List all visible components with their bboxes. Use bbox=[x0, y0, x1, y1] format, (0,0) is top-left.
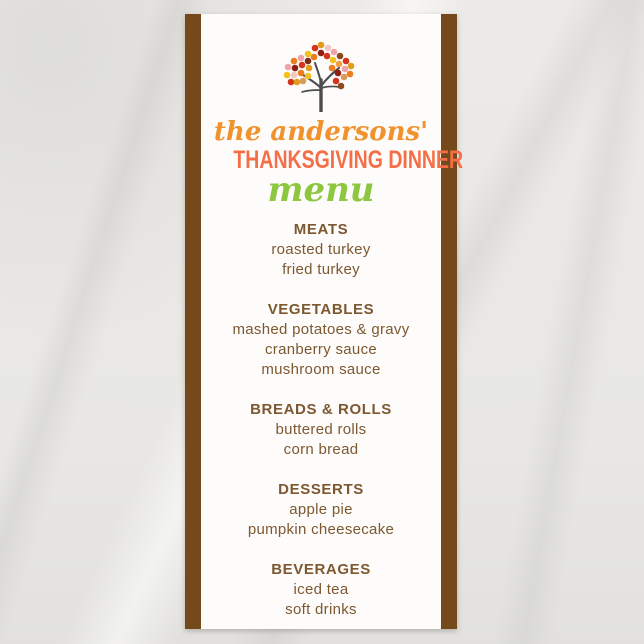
menu-item: buttered rolls bbox=[275, 421, 367, 438]
menu-item: roasted turkey bbox=[271, 241, 371, 258]
menu-subtitle: menu bbox=[267, 170, 375, 210]
autumn-tree-icon bbox=[275, 40, 367, 112]
menu-item: fried turkey bbox=[282, 261, 360, 278]
menu-item: mushroom sauce bbox=[261, 361, 381, 378]
menu-body bbox=[201, 220, 441, 620]
menu-item: corn bread bbox=[283, 441, 359, 458]
menu-section-breads bbox=[201, 400, 441, 460]
family-name-title: the andersons' bbox=[213, 117, 429, 147]
menu-section-desserts bbox=[201, 480, 441, 540]
section-header: BREADS & ROLLS bbox=[250, 401, 392, 418]
menu-section-beverages bbox=[201, 560, 441, 620]
section-header: DESSERTS bbox=[278, 481, 364, 498]
main-title: THANKSGIVING DINNER bbox=[233, 146, 464, 174]
section-header: VEGETABLES bbox=[267, 301, 375, 318]
thanksgiving-menu-card bbox=[185, 14, 464, 629]
menu-section-vegetables bbox=[201, 300, 441, 380]
menu-item: cranberry sauce bbox=[264, 341, 378, 358]
section-header: MEATS bbox=[293, 221, 349, 238]
menu-item: apple pie bbox=[289, 501, 353, 518]
menu-item: iced tea bbox=[293, 581, 349, 598]
menu-item: pumpkin cheesecake bbox=[247, 521, 395, 538]
menu-item: soft drinks bbox=[285, 601, 357, 618]
main-title-wrap bbox=[201, 146, 464, 175]
tree-foliage-dots bbox=[284, 42, 355, 90]
menu-section-meats bbox=[201, 220, 441, 280]
menu-item: mashed potatoes & gravy bbox=[232, 321, 410, 338]
section-header: BEVERAGES bbox=[271, 561, 371, 578]
